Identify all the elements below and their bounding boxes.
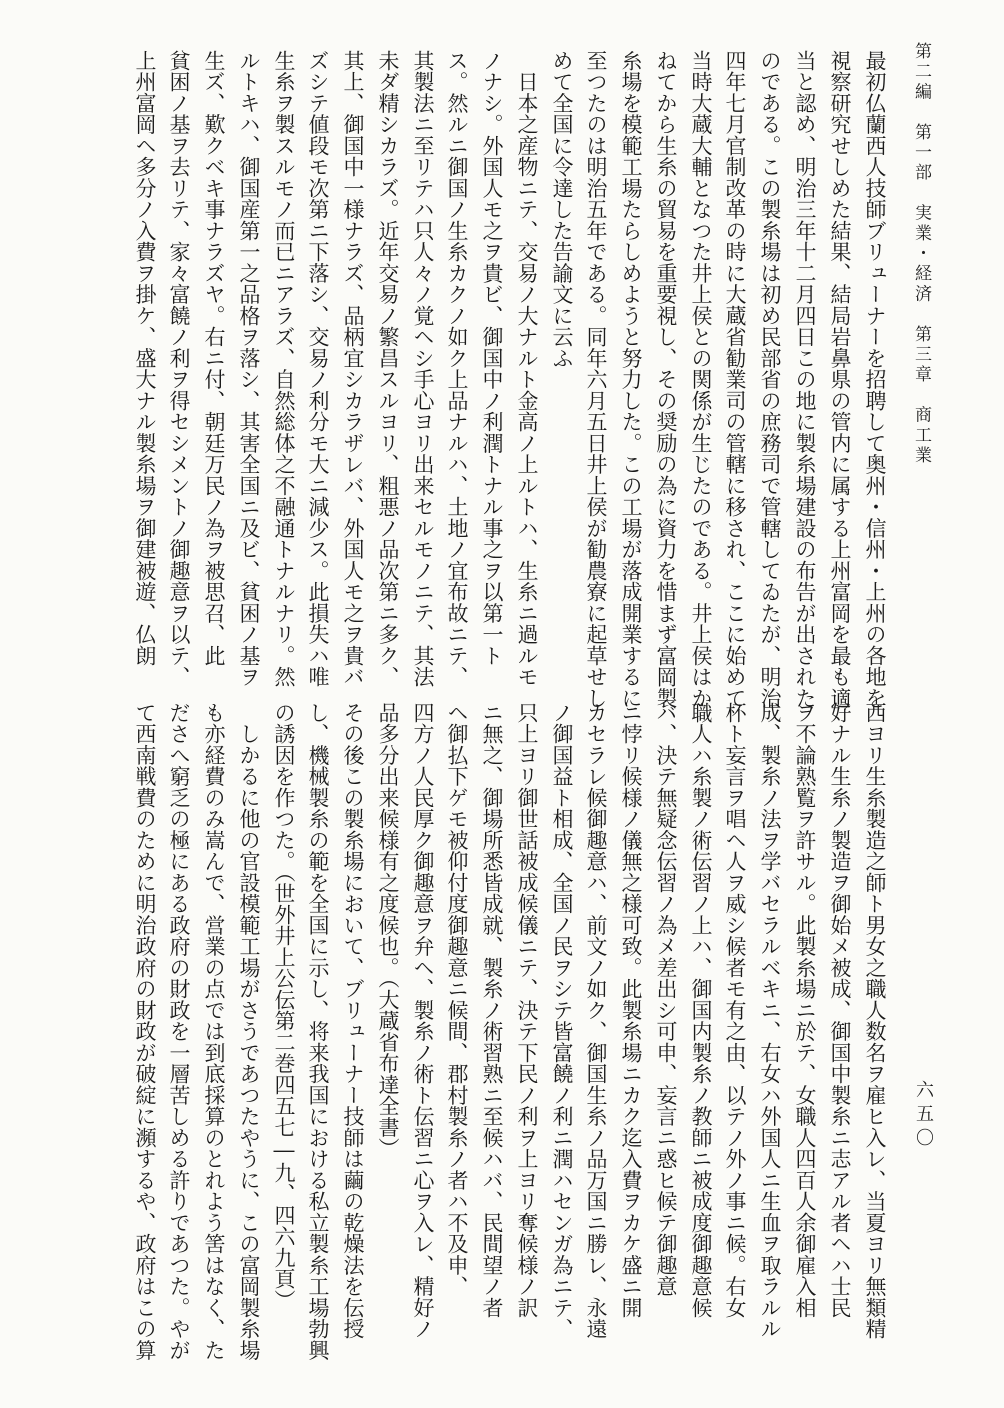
text-line: 品多分出来候様有之度候也。（大蔵省布達全書） <box>376 702 400 1159</box>
text-line: その後この製糸場において、ブリューナー技師は繭の乾燥法を伝授 <box>341 702 365 1340</box>
text-line: 生糸ヲ製スルモノ而已ニアラズ、自然総体之不融通トナルナリ。然 <box>272 50 296 688</box>
text-line: 上州富岡ヘ多分ノ入費ヲ掛ケ、盛大ナル製糸場ヲ御建被遊、仏朗 <box>133 50 157 667</box>
text-line: ねてから生糸の貿易を重要視し、その奨励の為に資力を惜まず富岡製 <box>654 50 678 709</box>
text-line: 好ナル生糸ノ製造ヲ御始メ被成、御国中製糸ニ志アル者ヘハ士民 <box>828 702 852 1319</box>
text-line: ルトキハ、御国産第一之品格ヲ落シ、其害全国ニ及ビ、貧困ノ基ヲ <box>237 50 261 688</box>
text-line: 視察研究せしめた結果、結局岩鼻県の管内に属する上州富岡を最も適 <box>828 50 852 709</box>
text-line: 当時大蔵大輔となつた井上侯との関係が生じたのである。井上侯はか <box>689 50 713 709</box>
text-line: 貧困ノ基ヲ去リテ、家々富饒ノ利ヲ得セシメントノ御趣意ヲ以テ、 <box>167 50 191 688</box>
text-line: 未ダ精シカラズ。近年交易ノ繁昌スルヨリ、粗悪ノ品次第ニ多ク、 <box>376 50 400 688</box>
text-line: ださへ窮乏の極にある政府の財政を一層苦しめる許りであつた。やが <box>167 702 191 1361</box>
text-line: ズシテ値段モ次第ニ下落シ、交易ノ利分モ大ニ減少ス。此損失ハ唯 <box>306 50 330 688</box>
page-number: 六五〇 <box>913 1080 934 1152</box>
text-line: し、機械製糸の範を全国に示し、将来我国における私立製糸工場勃興 <box>306 702 330 1361</box>
text-line: ス。然ルニ御国ノ生糸カクノ如ク上品ナルハ、土地ノ宜布故ニテ、 <box>445 50 469 688</box>
text-line: 生ズ、歎クベキ事ナラズヤ。右ニ付、朝廷万民ノ為ヲ被思召、此 <box>202 50 226 667</box>
text-line: て西南戦費のために明治政府の財政が破綻に瀕するや、政府はこの算 <box>133 702 157 1361</box>
text-line: 四年七月官制改革の時に大蔵省勧業司の管轄に移され、ここに始めて <box>723 50 747 709</box>
text-line: 西ヨリ生糸製造之師ト男女之職人数名ヲ雇ヒ入レ、当夏ヨリ無類精 <box>863 702 887 1340</box>
text-line: 糸場を模範工場たらしめようと努力した。この工場が落成開業するに <box>619 50 643 709</box>
text-line: 只上ヨリ御世話被成候儀ニテ、決テ下民ノ利ヲ上ヨリ奪候様ノ訳 <box>515 702 539 1319</box>
text-line: ノナシ。外国人モ之ヲ貴ビ、御国中ノ利潤トナル事之ヲ以第一ト <box>480 50 504 667</box>
text-line: 杯ト妄言ヲ唱ヘ人ヲ威シ候者モ有之由、以テノ外ノ事ニ候。右女 <box>723 702 747 1319</box>
text-line: しかるに他の官設模範工場がさうであつたやうに、この富岡製糸場 <box>237 702 261 1361</box>
text-line: ニ悖リ候様ノ儀無之様可致。此製糸場ニカク迄入費ヲカケ盛ニ開 <box>619 702 643 1319</box>
text-line: 当と認め、明治三年十二月四日この地に製糸場建設の布告が出された <box>793 50 817 709</box>
text-line: ニ無之、御場所悉皆成就、製糸ノ術習熟ニ至候ハバ、民間望ノ者 <box>480 702 504 1319</box>
text-line: ノ御国益ト相成、全国ノ民ヲシテ皆富饒ノ利ニ潤ハセンガ為ニテ、 <box>550 702 574 1340</box>
running-head: 第二編 第一部 実業・経済 第三章 商工業 <box>911 42 931 467</box>
text-line: 日本之産物ニテ、交易ノ大ナルト金高ノ上ルトハ、生糸ニ過ルモ <box>515 50 539 688</box>
text-line: 最初仏蘭西人技師ブリューナーを招聘して奥州・信州・上州の各地を <box>863 50 887 709</box>
text-line: の誘因を作つた。（世外井上公伝第二巻四五七―九、四六九頁） <box>272 702 296 1311</box>
text-line: バ、決テ無疑念伝習ノ為メ差出シ可申、妄言ニ惑ヒ候テ御趣意 <box>654 702 678 1297</box>
text-line: 其上、御国中一様ナラズ、品柄宜シカラザレバ、外国人モ之ヲ貴バ <box>341 50 365 688</box>
text-line: カセラレ候御趣意ハ、前文ノ如ク、御国生糸ノ品万国ニ勝レ、永遠 <box>584 702 608 1340</box>
text-line: 其製法ニ至リテハ只人々ノ覚ヘシ手心ヨリ出来セルモノニテ、其法 <box>411 50 435 688</box>
text-line: のである。この製糸場は初め民部省の庶務司で管轄してゐたが、明治 <box>758 50 782 709</box>
text-line: も亦経費のみ嵩んで、営業の点では到底採算のとれよう筈はなく、た <box>202 702 226 1361</box>
text-line: 四方ノ人民厚ク御趣意ヲ弁ヘ、製糸ノ術ト伝習ニ心ヲ入レ、精好ノ <box>411 702 435 1340</box>
text-line: ヘ御払下ゲモ被仰付度御趣意ニ候間、郡村製糸ノ者ハ不及申、 <box>445 702 469 1297</box>
text-line: 至つたのは明治五年である。同年六月五日井上侯が勧農寮に起草せし <box>584 50 608 709</box>
text-line: 成、製糸ノ法ヲ学バセラルベキニ、右女ハ外国人ニ生血ヲ取ラルル <box>758 702 782 1340</box>
text-line: 職人ハ糸製ノ術伝習ノ上ハ、御国内製糸ノ教師ニ被成度御趣意候 <box>689 702 713 1319</box>
text-line: ヲ不論熟覧ヲ許サル。此製糸場ニ於テ、女職人四百人余御雇入相 <box>793 702 817 1319</box>
text-line: めて全国に令達した告諭文に云ふ <box>550 50 574 369</box>
